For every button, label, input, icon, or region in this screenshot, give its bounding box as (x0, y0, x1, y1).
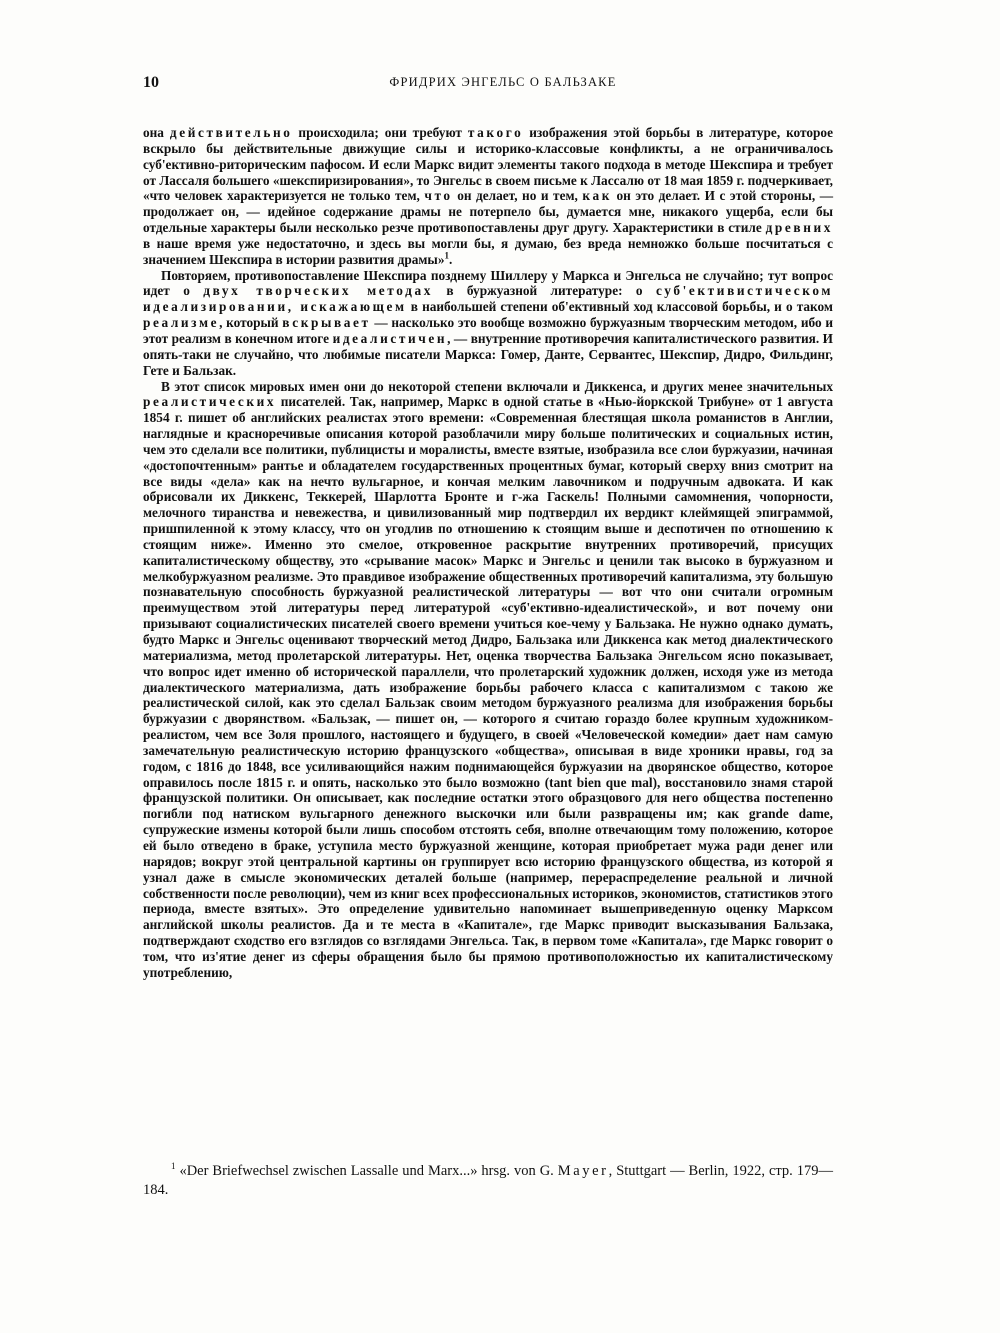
emphasized-text: реализме (143, 315, 220, 331)
footnote-author: Mayer (557, 1163, 609, 1179)
footnote-text-after: , Stuttgart — Berlin, 1922, стр. 179—184. (143, 1163, 833, 1198)
text-run: происходила; они требуют (292, 125, 468, 140)
footnote (143, 1162, 833, 1200)
emphasized-text: реалистических (143, 394, 277, 410)
text-run: . (448, 251, 453, 267)
emphasized-text: вскрывает (282, 315, 371, 331)
page-number: 10 (143, 74, 159, 91)
emphasized-text: древних (765, 220, 833, 236)
emphasized-text: двух творческих методах (203, 283, 433, 299)
emphasized-text: что (424, 188, 453, 204)
footnote-mark: 1 (171, 1161, 176, 1172)
text-run: она (143, 125, 170, 140)
footnote-reference: 1 (444, 250, 449, 261)
footnote-text-before: «Der Briefwechsel zwischen Lassalle und Marx...» hrsg. von G. (175, 1163, 558, 1179)
text-run: Повторяем, противопоставление Шекспира позднему Шиллеру у Маркса и Энгельса не случайно; тут вопрос идет о (143, 267, 833, 299)
emphasized-text: такого (467, 125, 524, 140)
text-run: , который (219, 315, 283, 331)
page-header (143, 74, 833, 96)
text-run: — насколько это вообще возможно буржуазным творческим методом, ибо и этот реализм в конечном итоге (143, 315, 833, 346)
text-run: в наибольшей степени об'ективный ход классовой борьбы, и о таком (406, 299, 833, 315)
body-text (143, 125, 833, 981)
emphasized-text: суб'ективистическом идеализировании, искажающем (143, 283, 834, 315)
emphasized-text: действительно (169, 125, 293, 140)
running-title: ФРИДРИХ ЭНГЕЛЬС О БАЛЬЗАКЕ (389, 75, 617, 89)
text-run: писателей. Так, например, Маркс в одной статье в «Нью-йоркской Трибуне» от 1 августа 1854 г. пишет об английских реалистах этого времени: «Современная блестящая школа романистов в Англии, наглядные и красноречивые описания которой разоблачили миру больше политических и социальных истин, чем это сделали все политики, публицисты и моралисты, вместе взятые, изобразила все слои буржуазии, начиная «достопочтенным» рантье и обладателем государственных процентных бумаг, который сверху вниз смотрит на все виды «дела» как на нечто вульгарное, и кончая мелким лавочником и подручным адвоката. И как обрисовали их Диккенс, Теккерей, Шарлотта Бронте и г-жа Гаскель! Полными самомнения, чопорности, мелочного тиранства и невежества, и цивилизованный мир подтвердил их вердикт клеймящей эпиграммой, пришпиленной к этому классу, что он угодлив по отношению к стоящим выше и деспотичен по отношению к стоящим ниже». Именно это смелое, откровенное раскрытие внутренних противоречий, присущих капиталистическому обществу, это «срывание масок» Маркс и Энгельс и ценили так высоко в буржуазном и мелкобуржуазном реализме. Это правдивое изображение общественных противоречий капитализма, эту большую познавательную способность буржуазной реалистической литературы — вот что они считали огромным преимуществом этой литературы перед литературой «суб'ективно-идеалистической», и вот почему они призывают социалистических писателей своего времени учиться кое-чему у Бальзака. Не нужно однако думать, будто Маркс и Энгельс оценивают творческий метод Дидро, Бальзака или Диккенса как метод диалектического материализма, метод пролетарской литературы. Нет, оценка творчества Бальзака Энгельсом ясно показывает, что вопрос идет именно об исторической параллели, что пролетарский художник должен, исходя уже из метода диалектического материализма, дать изображение борьбы рабочего класса с капитализмом с такою же реалистической силой, как это сделал Бальзак своим методом буржуазного реализма для изображения борьбы буржуазии с дворянством. «Бальзак, — пишет он, — которого я считаю гораздо более крупным художником-реалистом, чем все Золя прошлого, настоящего и будущего, в своей «Человеческой комедии» дает нам самую замечательную реалистическую историю французского «общества», описывая в виде хроники нравы, год за годом, с 1816 до 1848, все усиливающийся нажим поднимающейся буржуазии на дворянское общество, которое оправилось после 1815 г. и опять, насколько это было возможно (tant bien que mal), восстановило знамя старой французской политики. Он описывает, как последние остатки этого образцового для него общества постепенно погибли под натиском вульгарного денежного выскочки или были развращены им; как grande dame, супружеские измены которой были лишь способом отстоять себя, вполне отвечающим тому положению, которое ей было отведено в браке, уступила место буржуазной женщине, которая приобретает мужа ради денег или нарядов; вокруг этой центральной картины он группирует всю историю французского общества, из которой я узнал даже в смысле экономических деталей больше (например, перераспределение реальной и личной собственности после революции), чем из книг всех профессиональных историков, экономистов, статистиков этого периода, вместе взятых». Это определение удивительно напоминает вышеприведенную оценку Марксом английской школы реалистов. Да и те места в «Капитале», где Маркс приводит высказывания Бальзака, подтверждают сходство его взглядов со взглядами Энгельса. Так, в первом томе «Капитала», где Маркс говорит о том, что из'ятие денег из сферы обращения было бы прямою противоположностью их капиталистическому употреблению, (143, 394, 833, 980)
text-run: , — внутренние противоречия капиталистического развития. И опять-таки не случайно, что любимые писатели Маркса: Гомер, Данте, Сервантес, Шекспир, Дидро, Фильдинг, Гете и Бальзак. (143, 330, 833, 378)
text-run: в буржуазной литературе: о (432, 283, 656, 299)
paragraph (143, 379, 833, 981)
paragraph (143, 125, 833, 268)
text-run: изображения этой борьбы в литературе, которое вскрыло бы действительные движущие силы и историко-классовые конфликты, а не ограничивалось суб'ективно-риторическим пафосом. И если Маркс видит элементы такого подхода в методе Шекспира и требует от Лассаля большего «шекспиризирования», то Энгельс в своем письме к Лассалю от 18 мая 1859 г. подчеркивает, «что человек характеризуется не только тем, (143, 125, 833, 204)
emphasized-text: идеалистичен (332, 330, 448, 346)
text-run: он делает, но и тем, (452, 188, 583, 204)
emphasized-text: как (582, 188, 612, 204)
paragraph (143, 268, 833, 379)
text-run: в наше время уже недостаточно, и здесь вы могли бы, я думаю, без вреда немножко больше посчитаться с значением Шекспира в истории развития драмы» (143, 235, 833, 267)
text-run: В этот список мировых имен они до некоторой степени включали и Диккенса, и других менее значительных (161, 378, 833, 394)
text-run: он это делает. И с этой стороны, — продолжает он, — идейное содержание драмы не потерпело бы, думается мне, никакого ущерба, если бы отдельные характеры были несколько резче противопоставлены друг другу. Характеристики в стиле (143, 188, 833, 236)
footnote-paragraph (143, 1162, 833, 1200)
